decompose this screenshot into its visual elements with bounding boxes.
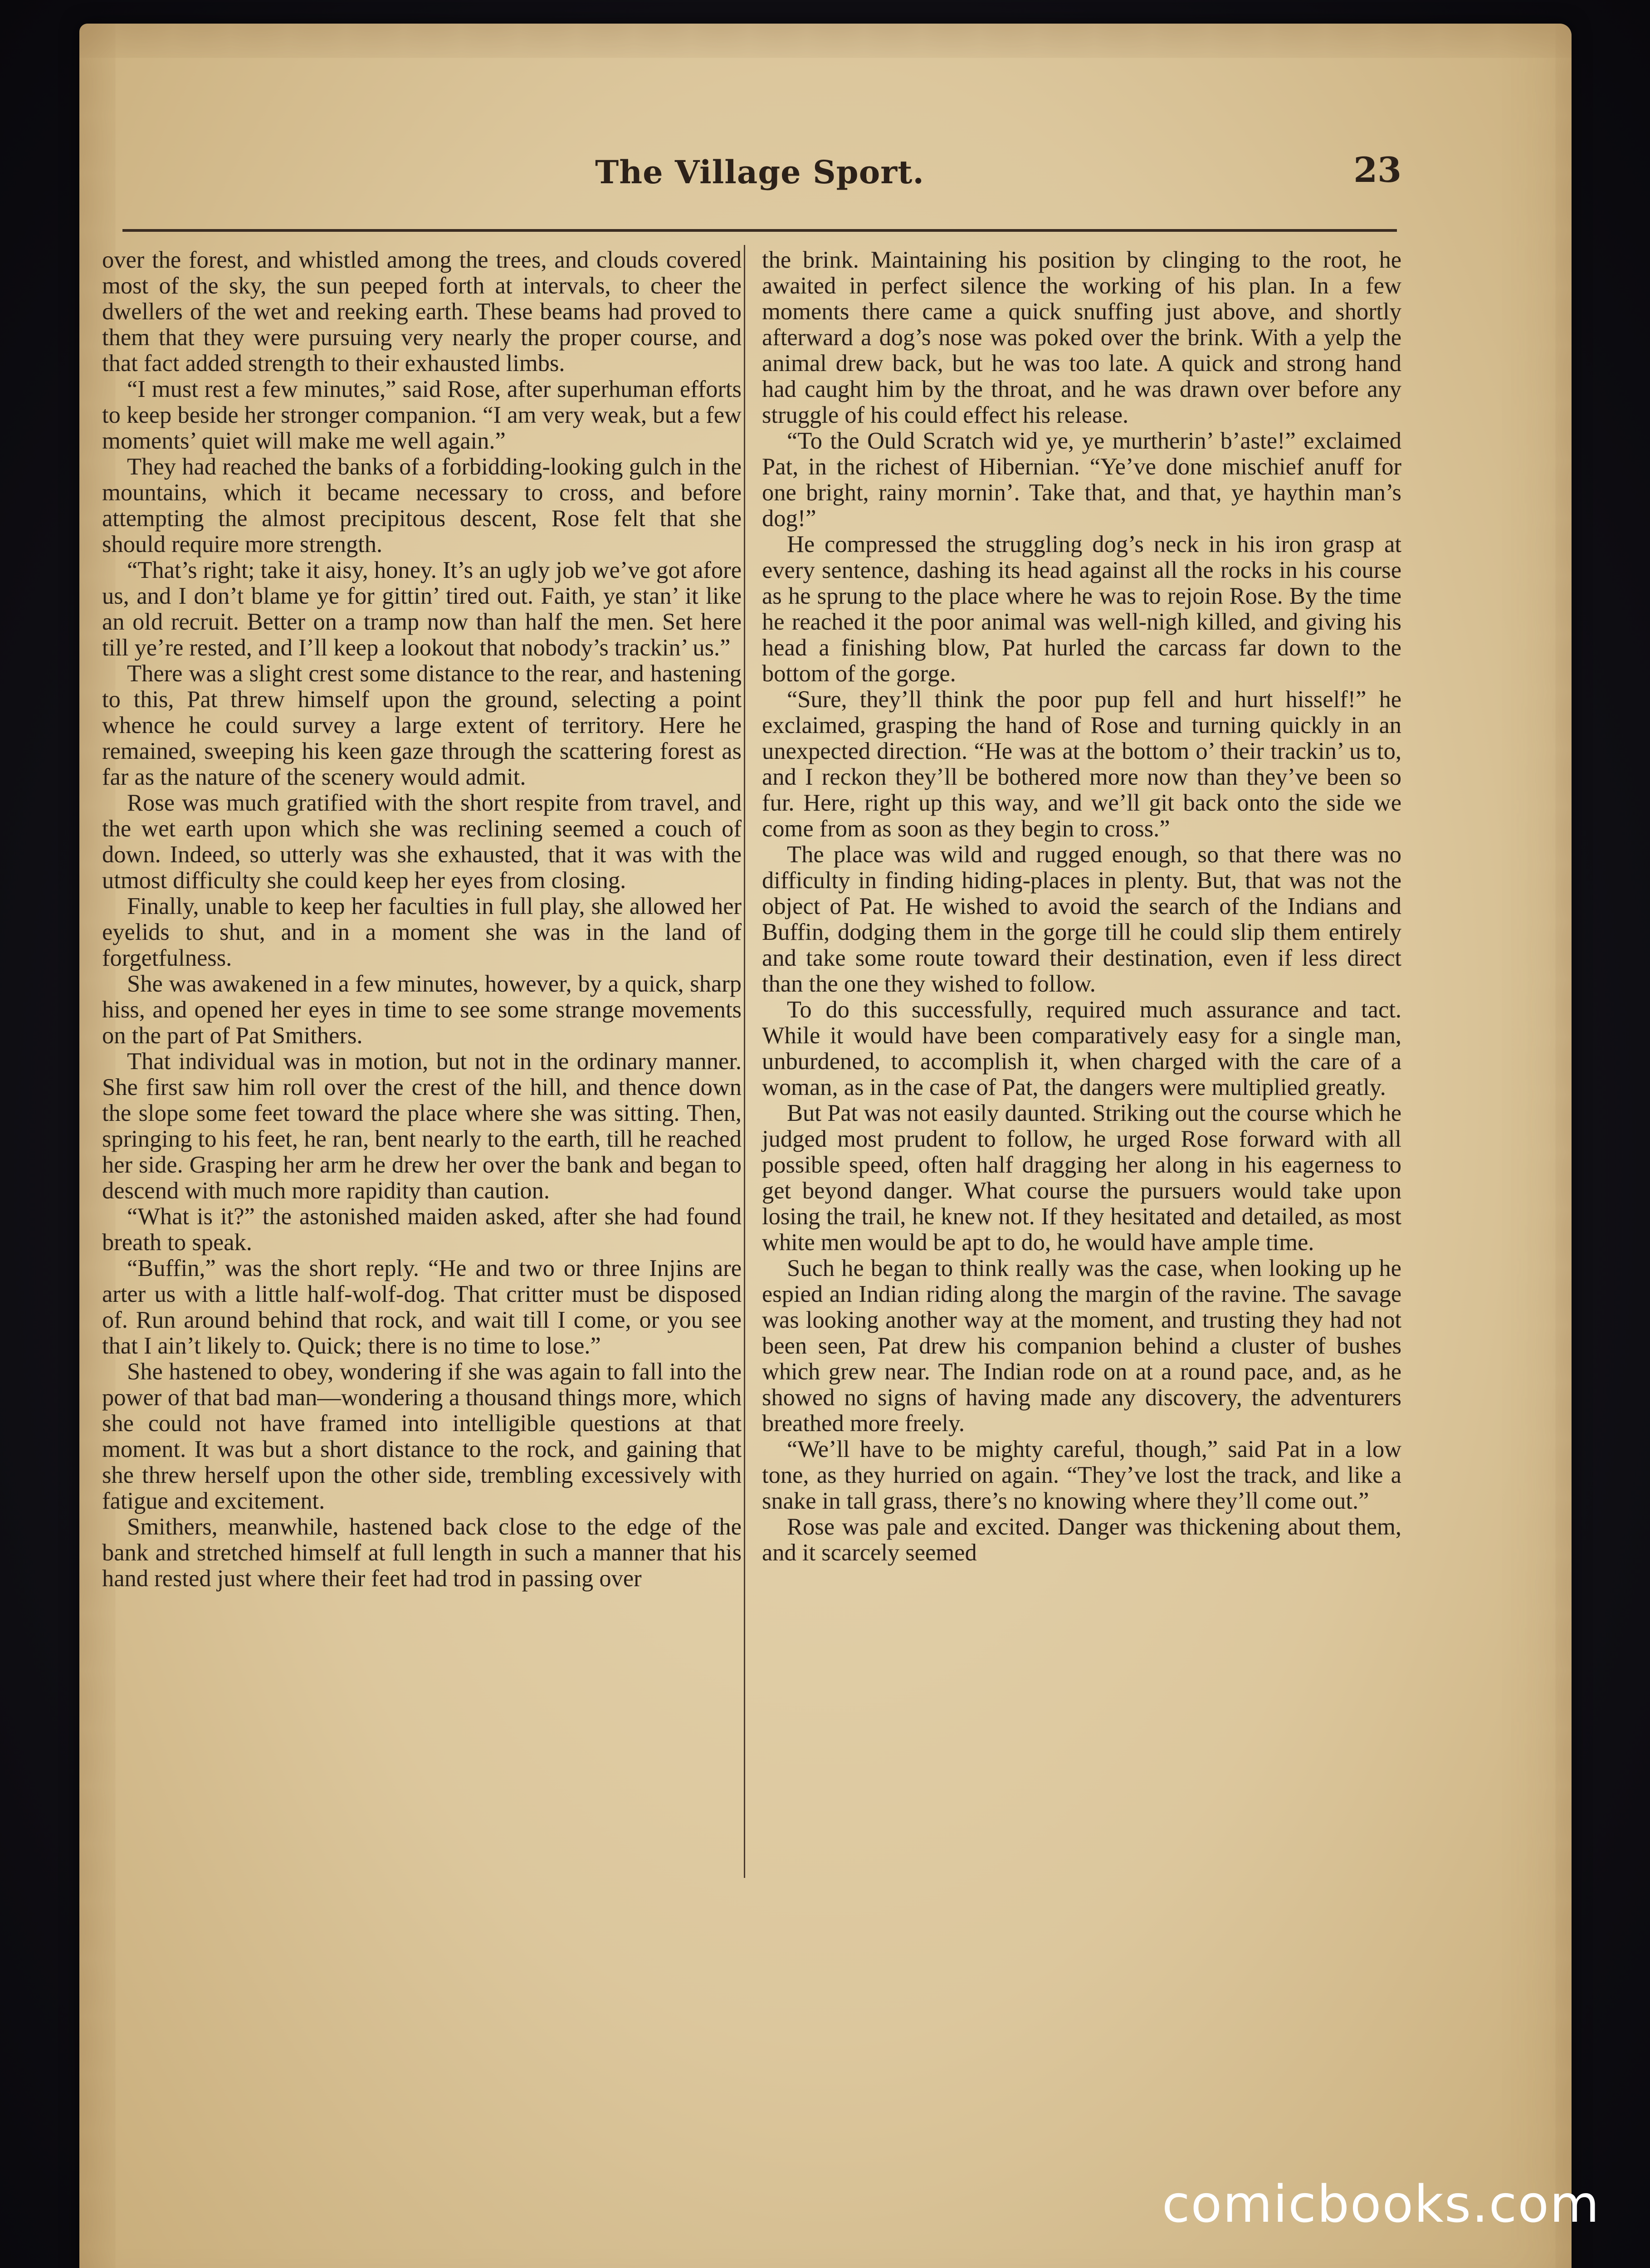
- paragraph: There was a slight crest some distance to the rear, and hastening to this, Pat threw himself upon the ground, selecting a point whence he could survey a large extent of territory. Here he remained, sweeping his keen gaze through the scattering forest as far as the nature of the scenery would admit.: [102, 660, 742, 790]
- paragraph: “I must rest a few minutes,” said Rose, after superhuman efforts to keep beside her stronger companion. “I am very weak, but a few moments’ quiet will make me well again.”: [102, 376, 742, 454]
- column-divider: [744, 245, 745, 1878]
- page-number: 23: [1353, 150, 1401, 190]
- page-header: [118, 136, 1401, 213]
- paragraph: He compressed the struggling dog’s neck in his iron grasp at every sentence, dashing its head against all the rocks in his course as he sprung to the place where he was to rejoin Rose. By the time he reached it the poor animal was well-nigh killed, and giving his head a finishing blow, Pat hurled the carcass far down to the bottom of the gorge.: [762, 531, 1401, 687]
- paragraph: That individual was in motion, but not in the ordinary manner. She first saw him roll over the crest of the hill, and thence down the slope some feet toward the place where she was sitting. Then, springing to his feet, he ran, bent nearly to the earth, till he reached her side. Grasping her arm he drew her over the bank and began to descend with much more rapidity than caution.: [102, 1048, 742, 1204]
- paragraph: Rose was pale and excited. Danger was thickening about them, and it scarcely seemed: [762, 1514, 1401, 1566]
- right-column: [762, 247, 1401, 1566]
- paragraph: “Sure, they’ll think the poor pup fell and hurt hisself!” he exclaimed, grasping the hand of Rose and turning quickly in an unexpected direction. “He was at the bottom o’ their trackin’ us to, and I reckon they’ll be bothered more now than they’ve been so fur. Here, right up this way, and we’ll git back onto the side we come from as soon as they begin to cross.”: [762, 686, 1401, 842]
- paragraph: Finally, unable to keep her faculties in full play, she allowed her eyelids to shut, and in a moment she was in the land of forgetfulness.: [102, 893, 742, 971]
- running-title: The Village Sport.: [595, 153, 924, 191]
- paragraph: To do this successfully, required much assurance and tact. While it would have been comparatively easy for a single man, unburdened, to accomplish it, when charged with the care of a woman, as in the case of Pat, the dangers were multiplied greatly.: [762, 997, 1401, 1100]
- watermark-text: comicbooks.com: [1162, 2175, 1600, 2234]
- paragraph: But Pat was not easily daunted. Striking out the course which he judged most prudent to follow, he urged Rose forward with all possible speed, often half dragging her along in his eagerness to get beyond danger. What course the pursuers would take upon losing the trail, he knew not. If they hesitated and detailed, as most white men would be apt to do, he would have ample time.: [762, 1100, 1401, 1256]
- paragraph: over the forest, and whistled among the trees, and clouds covered most of the sky, the sun peeped forth at intervals, to cheer the dwellers of the wet and reeking earth. These beams had proved to them that they were pursuing very nearly the proper course, and that fact added strength to their exhausted limbs.: [102, 247, 742, 376]
- paragraph: “What is it?” the astonished maiden asked, after she had found breath to speak.: [102, 1203, 742, 1256]
- paragraph: “To the Ould Scratch wid ye, ye murtherin’ b’aste!” exclaimed Pat, in the richest of Hibernian. “Ye’ve done mischief anuff for one bright, rainy mornin’. Take that, and that, ye haythin man’s dog!”: [762, 428, 1401, 532]
- paragraph: She was awakened in a few minutes, however, by a quick, sharp hiss, and opened her eyes in time to see some strange movements on the part of Pat Smithers.: [102, 971, 742, 1049]
- paragraph: Such he began to think really was the case, when looking up he espied an Indian riding along the margin of the ravine. The savage was looking another way at the moment, and trusting they had not been seen, Pat drew his companion behind a cluster of bushes which grew near. The Indian rode on at a round pace, and, as he showed no signs of having made any discovery, the adventurers breathed more freely.: [762, 1255, 1401, 1437]
- paragraph: They had reached the banks of a forbidding-looking gulch in the mountains, which it became necessary to cross, and before attempting the almost precipitous descent, Rose felt that she should require more strength.: [102, 454, 742, 557]
- header-rule: [122, 229, 1397, 232]
- paragraph: She hastened to obey, wondering if she was again to fall into the power of that bad man—wondering a thousand things more, which she could not have framed into intelligible questions at that moment. It was but a short distance to the rock, and gaining that she threw herself upon the other side, trembling excessively with fatigue and excitement.: [102, 1359, 742, 1514]
- paragraph: “Buffin,” was the short reply. “He and two or three Injins are arter us with a little half-wolf-dog. That critter must be disposed of. Run around behind that rock, and wait till I come, or you see that I ain’t likely to. Quick; there is no time to lose.”: [102, 1255, 742, 1359]
- paragraph: Rose was much gratified with the short respite from travel, and the wet earth upon which she was reclining seemed a couch of down. Indeed, so utterly was she exhausted, that it was with the utmost difficulty she could keep her eyes from closing.: [102, 790, 742, 894]
- left-column: [102, 247, 742, 1592]
- paragraph: Smithers, meanwhile, hastened back close to the edge of the bank and stretched himself at full length in such a manner that his hand rested just where their feet had trod in passing over: [102, 1514, 742, 1592]
- paragraph: “That’s right; take it aisy, honey. It’s an ugly job we’ve got afore us, and I don’t blame ye for gittin’ tired out. Faith, ye stan’ it like an old recruit. Better on a tramp now than half the men. Set here till ye’re rested, and I’ll keep a lookout that nobody’s trackin’ us.”: [102, 557, 742, 661]
- book-page: [79, 24, 1572, 2268]
- paragraph: “We’ll have to be mighty careful, though,” said Pat in a low tone, as they hurried on again. “They’ve lost the track, and like a snake in tall grass, there’s no knowing where they’ll come out.”: [762, 1436, 1401, 1514]
- paragraph: the brink. Maintaining his position by clinging to the root, he awaited in perfect silence the working of his plan. In a few moments there came a quick snuffing just above, and shortly afterward a dog’s nose was poked over the brink. With a yelp the animal drew back, but he was too late. A quick and strong hand had caught him by the throat, and he was drawn over before any struggle of his could effect his release.: [762, 247, 1401, 428]
- paragraph: The place was wild and rugged enough, so that there was no difficulty in finding hiding-places in plenty. But, that was not the object of Pat. He wished to avoid the search of the Indians and Buffin, dodging them in the gorge till he could slip them entirely and take some route toward their destination, even if less direct than the one they wished to follow.: [762, 841, 1401, 997]
